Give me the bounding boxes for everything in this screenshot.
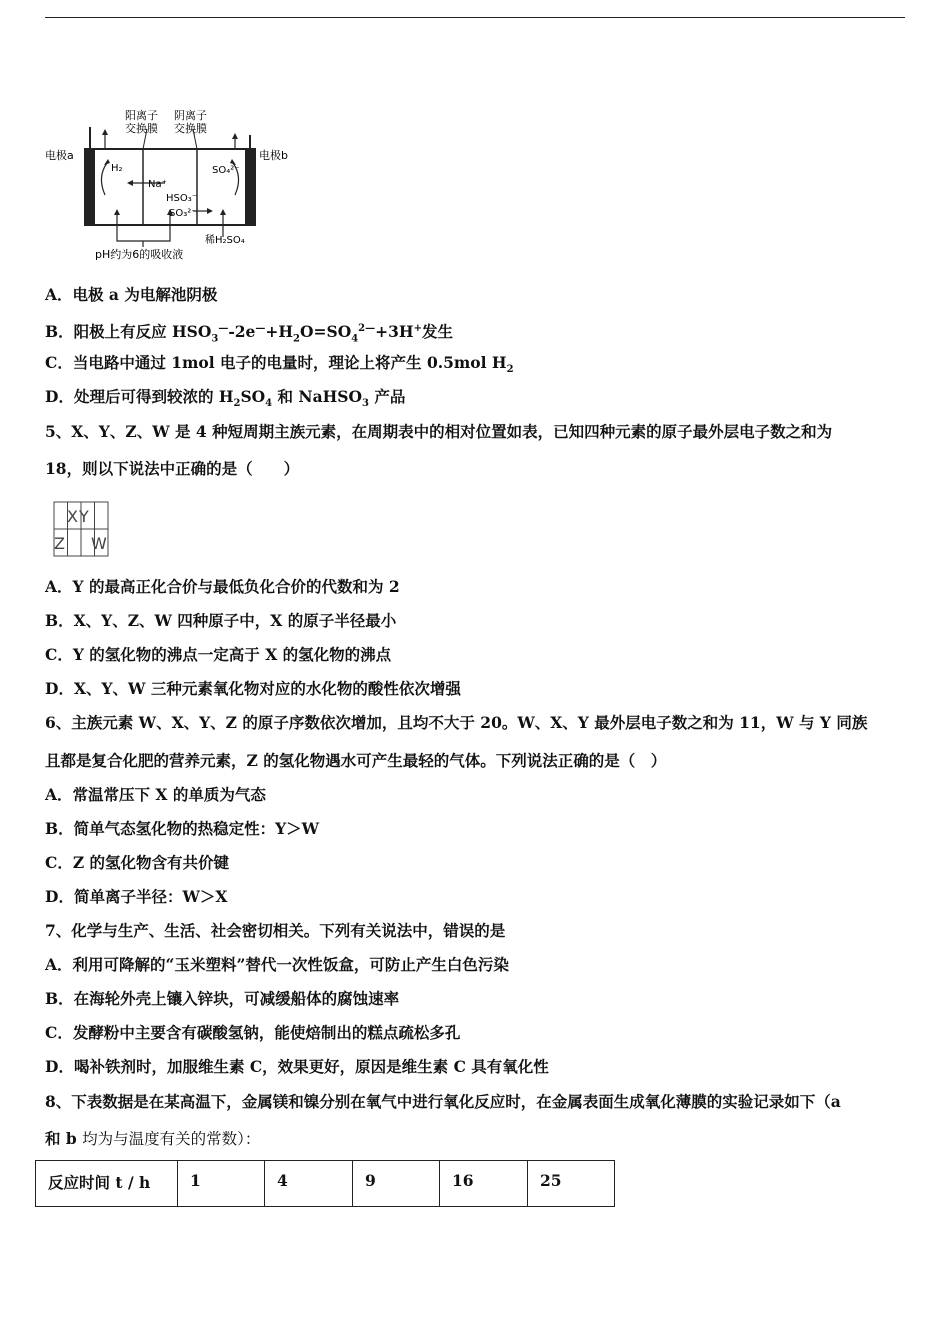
na-ion-label: Na⁺ [148, 179, 167, 190]
table-cell: 9 [353, 1161, 440, 1207]
cell-z: Z [54, 534, 65, 553]
dilute-h2so4-label: 稀H₂SO₄ [205, 235, 245, 246]
electrode-b-plate [245, 149, 255, 225]
table-cell: 1 [178, 1161, 265, 1207]
q6-stem-line2: 且都是复合化肥的营养元素，Z 的氢化物遇水可产生最轻的气体。下列说法正确的是（ ） [45, 751, 667, 770]
electrolysis-figure [45, 105, 305, 265]
cell-w: W [91, 534, 107, 553]
cell-y: Y [79, 507, 89, 526]
periodic-table-fragment [50, 500, 112, 558]
q5-option-c: C．Y 的氢化物的沸点一定高于 X 的氢化物的沸点 [45, 645, 392, 664]
so3-label: SO₃²⁻ [169, 208, 197, 219]
q4-option-b: B．阳极上有反应 $HSO_3^—-2e^—+H_2O=SO_4^{2—}+3H^+$发生 [45, 322, 453, 345]
table-header-cell: 反应时间 t / h [36, 1161, 178, 1207]
q7-stem: 7、化学与生产、生活、社会密切相关。下列有关说法中，错误的是 [45, 921, 506, 940]
q4-option-c: C．当电路中通过 1mol 电子的电量时，理论上将产生 0.5mol $H_2$ [45, 353, 514, 376]
h2-label: H₂ [111, 163, 123, 174]
q8-data-table [35, 1160, 615, 1207]
cation-membrane-label-2: 交换膜 [125, 122, 158, 135]
so4-label: SO₄²⁻ [212, 165, 240, 176]
electrolysis-diagram [45, 105, 305, 265]
q6-option-a: A．常温常压下 X 的单质为气态 [45, 785, 266, 804]
q5-stem-line1: 5、X、Y、Z、W 是 4 种短周期主族元素，在周期表中的相对位置如表，已知四种元素的原子最外层电子数之和为 [45, 422, 833, 441]
anion-membrane-label-2: 交换膜 [174, 122, 207, 135]
q4-option-d: D．处理后可得到较浓的 $H_2SO_4$ 和 NaHSO$_3$ 产品 [45, 387, 406, 410]
table-row [36, 1161, 615, 1207]
q5-option-b: B．X、Y、Z、W 四种原子中，X 的原子半径最小 [45, 611, 397, 630]
q5-option-d: D．X、Y、W 三种元素氧化物对应的水化物的酸性依次增强 [45, 679, 461, 698]
table-cell: 25 [528, 1161, 615, 1207]
q7-option-d: D．喝补铁剂时，加服维生素 C，效果更好，原因是维生素 C 具有氧化性 [45, 1057, 549, 1076]
electrode-a-label: 电极a [45, 149, 74, 162]
absorbent-label: pH约为6的吸收液 [95, 248, 184, 261]
q7-option-b: B．在海轮外壳上镶入锌块，可减缓船体的腐蚀速率 [45, 989, 400, 1008]
anion-membrane-label-1: 阴离子 [174, 109, 207, 122]
header-rule [45, 17, 905, 18]
q5-stem-line2: 18，则以下说法中正确的是（ ） [45, 459, 300, 478]
q6-stem-line1: 6、主族元素 W、X、Y、Z 的原子序数依次增加，且均不大于 20。W、X、Y 最外层电子数之和为 11，W 与 Y 同族 [45, 713, 868, 732]
electrode-a-plate [85, 149, 95, 225]
q6-option-b: B．简单气态氢化物的热稳定性：Y＞W [45, 819, 320, 838]
q7-option-a: A．利用可降解的“玉米塑料”替代一次性饭盒，可防止产生白色污染 [45, 955, 509, 974]
cation-membrane-label-1: 阳离子 [125, 109, 158, 122]
table-cell: 16 [440, 1161, 528, 1207]
q8-stem-line1: 8、下表数据是在某高温下，金属镁和镍分别在氧气中进行氧化反应时，在金属表面生成氧化薄膜的实验记录如下（a [45, 1092, 841, 1111]
hso3-label: HSO₃⁻ [166, 193, 198, 204]
q4-option-a: A．电极 a 为电解池阴极 [45, 285, 218, 304]
q5-option-a: A．Y 的最高正化合价与最低负化合价的代数和为 2 [45, 577, 400, 596]
q8-stem-line2: 和 b 均为与温度有关的常数）： [45, 1129, 261, 1148]
table-cell: 4 [265, 1161, 353, 1207]
q7-option-c: C．发酵粉中主要含有碳酸氢钠，能使焙制出的糕点疏松多孔 [45, 1023, 461, 1042]
q6-option-c: C．Z 的氢化物含有共价键 [45, 853, 230, 872]
electrode-b-label: 电极b [259, 149, 288, 162]
q6-option-d: D．简单离子半径：W＞X [45, 887, 228, 906]
cell-x: X [67, 507, 78, 526]
